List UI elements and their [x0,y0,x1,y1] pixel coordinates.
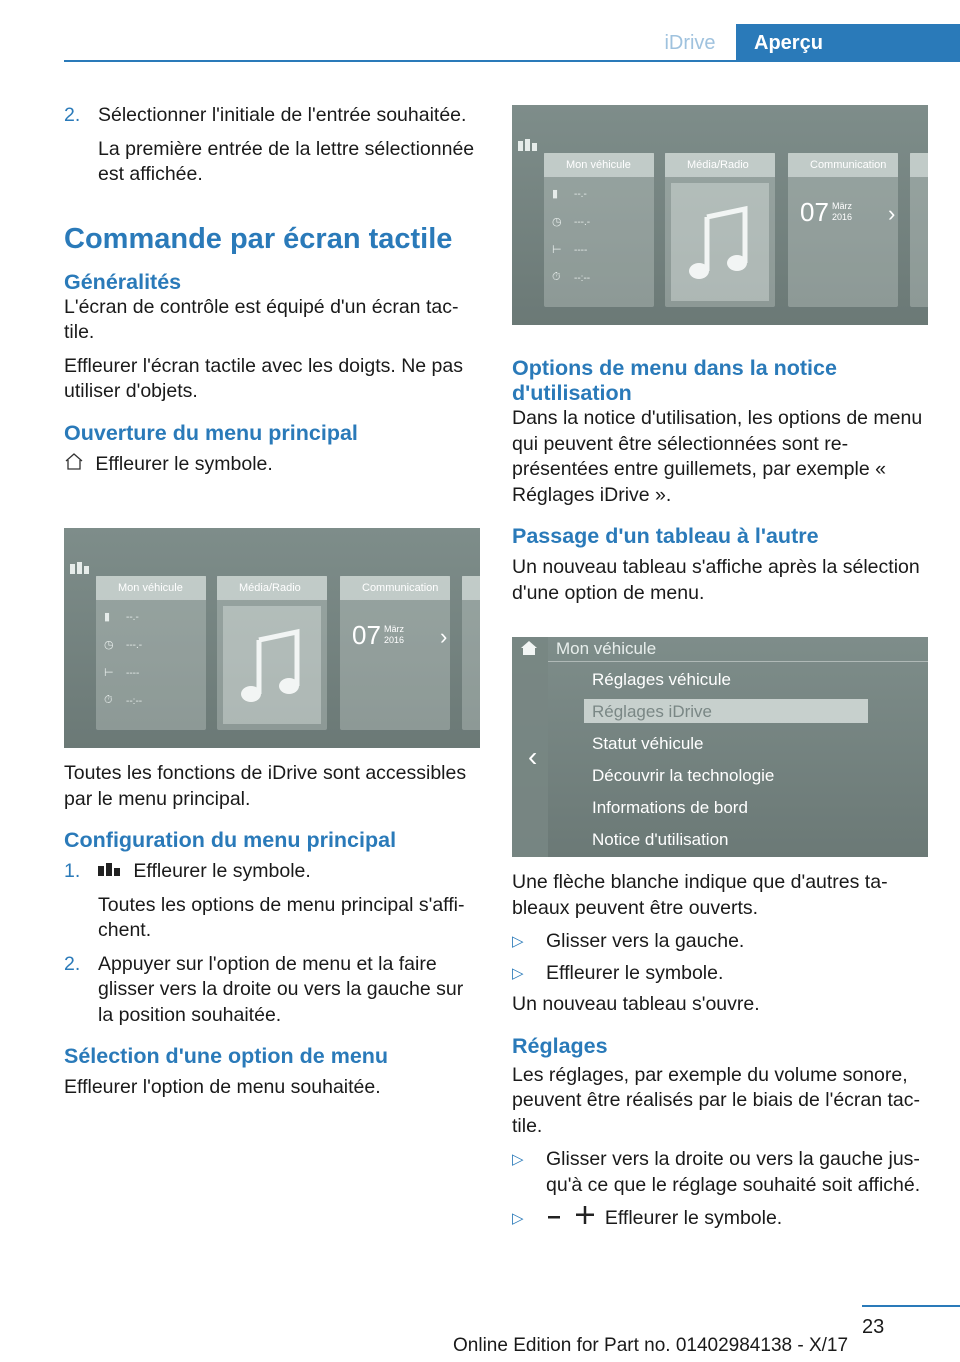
date-month-2: März [832,201,852,211]
page-number: 23 [862,1316,885,1338]
bullet-tap-symbol [512,961,932,987]
header-rule [64,60,960,62]
idrive-vehicle-menu-screenshot [512,637,928,857]
menu-grid-icon-2 [518,139,540,158]
menu-item-notice[interactable]: Notice d'utilisation [592,830,729,849]
chevron-right-icon-2[interactable]: › [888,201,896,226]
paragraph-new-table: Un nouveau tableau s'ouvre. [512,993,760,1015]
menu-title: Mon véhicule [556,639,657,658]
panel-communication-title: Communication [340,576,450,600]
fuel-icon-2: ▮ [552,188,559,200]
panel-media-title: Média/Radio [217,576,327,600]
config-step-2 [64,952,482,1029]
panel-partial [462,576,480,730]
bullet-swipe-left [512,929,932,955]
bullet-minus-plus [512,1206,932,1232]
music-note-icon [223,606,321,724]
menu-grid-icon [70,562,92,574]
range-value-2: ---- [574,245,588,256]
plus-icon [575,1206,595,1232]
fuel-value-2: --.- [574,189,587,200]
chevron-right-icon[interactable]: › [440,624,448,649]
date-day: 07 [352,620,381,650]
config-step-1-subtext: Toutes les options de menu principal s'affichent. [98,893,465,942]
panel-media-title-2: Média/Radio [665,153,775,177]
date-month: März [384,624,404,634]
menu-item-reglages-vehicule[interactable]: Réglages véhicule [592,670,731,689]
home-icon [64,452,84,478]
panel-mon-vehicule-title-2: Mon véhicule [544,153,654,177]
menu-item-decouvrir[interactable]: Découvrir la technologie [592,766,775,785]
config-step-2-number: 2. [64,952,81,975]
heading-generalites: Généralités [64,269,182,294]
panel-partial-2 [910,153,928,307]
panel-communication-2[interactable] [788,153,898,307]
timer-icon-2: ⏱ [552,271,561,283]
music-note-icon-2 [671,183,769,301]
idrive-main-menu-screenshot [64,528,480,748]
date-day-2: 07 [800,197,829,227]
right-column-lower [512,870,932,1240]
footer-rule [862,1305,960,1307]
range-value: ---- [126,668,140,679]
paragraph-generalites-2: Effleurer l'écran tactile avec les doigts. Ne pas utiliser d'objets. [64,354,463,402]
paragraph-white-arrow: Une flèche blanche indique que d'autres tableaux peuvent être ouverts. [512,871,888,919]
chevron-left-icon[interactable]: ‹ [528,741,538,772]
bullet-triangle-icon: ▷ [512,933,524,950]
heading-passage: Passage d'un tableau à l'autre [512,524,819,548]
bullet-minus-plus-text: Effleurer le symbole. [604,1207,783,1229]
heading-selection: Sélection d'une option de menu [64,1044,389,1069]
paragraph-passage: Un nouveau tableau s'affiche après la sélection d'une option de menu. [512,556,920,604]
timer-value-2: --:-- [574,273,591,284]
timer-icon: ⏱ [104,694,113,706]
range-icon-2: ⊢ [552,244,562,256]
paragraph-reglages: Les réglages, par exemple du volume sonore, peuvent être réalisés par le biais de l'écran tactile. [512,1063,921,1137]
step-2-number: 2. [64,104,81,126]
timer-value: --:-- [126,696,143,707]
heading-configuration: Configuration du menu principal [64,828,397,852]
bullet-triangle-icon: ▷ [512,1210,524,1227]
minus-icon [546,1206,564,1232]
idrive-main-menu-screenshot-2 [512,105,928,325]
consumption-icon: ◷ [104,639,114,651]
bullet-swipe-left-text: Glisser vers la gauche. [546,930,745,952]
menu-grid-symbol-icon [98,859,122,885]
heading-ouverture-menu: Ouverture du menu principal [64,420,358,445]
header-tab-apercu[interactable]: Aperçu [736,24,960,62]
step-2 [64,103,482,188]
consumption-icon-2: ◷ [552,216,562,228]
left-column-lower [64,761,482,1109]
step-2-subtext: La première entrée de la lettre sélectionnée est affichée. [98,137,475,185]
paragraph-selection: Effleurer l'option de menu souhaitée. [64,1076,381,1099]
paragraph-functions: Toutes les fonctions de iDrive sont accessibles par le menu principal. [64,762,467,810]
panel-communication[interactable] [340,576,450,730]
panel-media-radio[interactable] [217,576,327,730]
date-year: 2016 [384,635,405,645]
panel-communication-title-2: Communication [788,153,898,177]
menu-item-reglages-idrive[interactable]: Réglages iDrive [592,702,712,721]
consumption-value: ---.- [126,640,143,651]
config-step-1 [64,859,482,944]
step-2-text: Sélectionner l'initiale de l'entrée souhaitée. [98,104,467,126]
panel-mon-vehicule-2[interactable] [544,153,654,307]
right-column [512,356,932,614]
bullet-swipe-text: Glisser vers la droite ou vers la gauche jusqu'à ce que le réglage souhaité soit affiché. [546,1148,921,1196]
heading-options-menu: Options de menu dans la notice d'utilisation [512,356,837,405]
fuel-value: --.- [126,612,139,623]
section-title-touchscreen: Commande par écran tactile [64,222,453,255]
bullet-triangle-icon: ▷ [512,964,524,982]
left-column [64,103,482,485]
menu-item-statut-vehicule[interactable]: Statut véhicule [592,734,704,753]
bullet-tap-symbol-text: Effleurer le symbole. [546,961,724,984]
range-icon: ⊢ [104,667,114,679]
consumption-value-2: ---.- [574,217,591,228]
menu-item-informations[interactable]: Informations de bord [592,798,748,817]
paragraph-generalites-1: L'écran de contrôle est équipé d'un écran tactile. [64,295,459,343]
fuel-icon: ▮ [104,611,111,623]
paragraph-ouverture [64,452,482,478]
panel-media-radio-2[interactable] [665,153,775,307]
ouverture-text: Effleurer le symbole. [95,452,273,475]
config-step-1-number: 1. [64,860,81,882]
bullet-triangle-icon: ▷ [512,1151,524,1168]
footer-edition: Online Edition for Part no. 01402984138 - X/17 [453,1335,849,1356]
date-year-2: 2016 [832,212,853,222]
config-step-2-text: Appuyer sur l'option de menu et la faire glisser vers la droite ou vers la gauche sur la position souhaitée. [98,952,464,1026]
heading-reglages: Réglages [512,1033,608,1058]
panel-mon-vehicule-title: Mon véhicule [96,576,206,600]
header-tab-idrive[interactable]: iDrive [664,32,716,54]
config-step-1-text: Effleurer le symbole. [133,860,311,882]
paragraph-options-menu: Dans la notice d'utilisation, les options de menu qui peuvent être sélectionnées sont représentées entre guillemets, par exemple « Réglages iDrive ». [512,407,923,506]
bullet-swipe-right-left [512,1147,932,1198]
home-icon-screen[interactable] [520,640,538,661]
panel-mon-vehicule[interactable] [96,576,206,730]
